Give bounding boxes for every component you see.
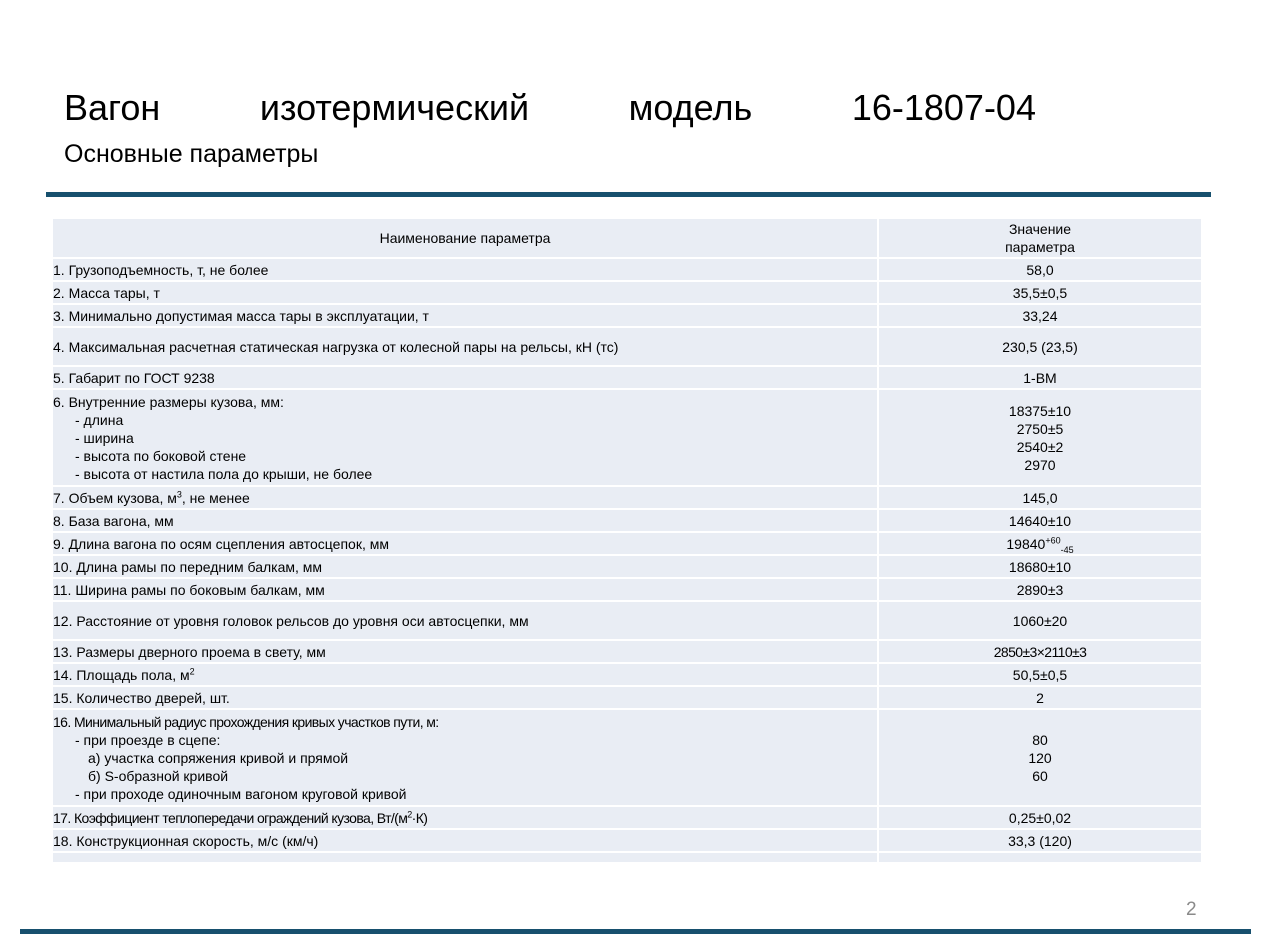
title-word-3: модель [628,87,753,128]
parameters-table [51,217,1203,864]
param-name: 12. Расстояние от уровня головок рельсов до уровня оси автосцепки, мм [52,601,878,640]
param-sub-name: - ширина [75,429,134,446]
title-word-2: изотермический [259,87,530,128]
param-name-line: 16. Минимальный радиус прохождения кривых участков пути, м: [53,713,439,730]
param-value: 18680±10 [878,555,1202,578]
param-value: 0,25±0,02 [878,806,1202,829]
param-value [878,389,1202,486]
param-value: 33,3 (120) [878,829,1202,852]
table-row [52,663,1202,686]
param-sub-value: 60 [1032,767,1048,784]
param-name [52,709,878,806]
table-end-band [52,852,1202,863]
superscript: 3 [176,488,182,499]
param-value: 33,24 [878,304,1202,327]
param-sub-name: - высота по боковой стене [75,447,247,464]
table-row [52,327,1202,366]
slide-title [64,86,1036,130]
param-name [52,389,878,486]
table-row [52,640,1202,663]
param-name: 4. Максимальная расчетная статическая нагрузка от колесной пары на рельсы, кН (тс) [52,327,878,366]
param-value: 35,5±0,5 [878,281,1202,304]
header-value-line-1: Значение [1008,221,1072,237]
param-name: 11. Ширина рамы по боковым балкам, мм [52,578,878,601]
table-row [52,509,1202,532]
table-row [52,806,1202,829]
param-value: 50,5±0,5 [878,663,1202,686]
param-value: 2850±3×2110±3 [878,640,1202,663]
slide-subtitle: Основные параметры [64,140,319,168]
table-end-cell [878,852,1202,863]
table-row [52,686,1202,709]
param-sub-value: 80 [1032,731,1048,748]
param-value: 2 [878,686,1202,709]
title-word-1: Вагон [64,87,161,128]
param-name-text: , не менее [181,489,250,506]
param-sub-name: - высота от настила пола до крыши, не более [75,465,373,482]
table-row [52,601,1202,640]
param-sub-name: - при проезде в сцепе: [75,731,221,748]
tolerance-upper: +60 [1045,534,1061,545]
table-row [52,578,1202,601]
param-sub-value: 18375±10 [1008,402,1072,419]
param-name: 3. Минимально допустимая масса тары в эксплуатации, т [52,304,878,327]
superscript: 2 [189,665,195,676]
table-end-cell [52,852,878,863]
param-sub-name: - при проходе одиночным вагоном круговой кривой [75,785,407,802]
param-sub-value: 2540±2 [1016,438,1064,455]
title-word-4: 16-1807-04 [851,87,1036,128]
param-sub-value: 2750±5 [1016,420,1064,437]
param-name: 15. Количество дверей, шт. [52,686,878,709]
param-name-text: 14. Площадь пола, м [53,666,190,683]
table-header-row [52,218,1202,258]
param-name: 5. Габарит по ГОСТ 9238 [52,366,878,389]
param-value [878,532,1202,555]
param-name-text: ·К) [411,809,428,826]
table-row [52,389,1202,486]
bottom-divider [20,929,1251,934]
table-row [52,829,1202,852]
table-row [52,555,1202,578]
header-value-line-2: параметра [1005,239,1075,255]
header-value [878,218,1202,258]
superscript: 2 [407,808,412,819]
page-number: 2 [1186,899,1197,920]
param-name-text: 17. Коэффициент теплопередачи ограждений кузова, Вт/(м [53,809,408,826]
param-value [878,709,1202,806]
param-name-line: 6. Внутренние размеры кузова, мм: [53,393,284,410]
param-value: 145,0 [878,486,1202,509]
param-value: 1060±20 [878,601,1202,640]
param-value: 230,5 (23,5) [878,327,1202,366]
param-name: 1. Грузоподъемность, т, не более [52,258,878,281]
value-base: 19840 [1006,535,1046,552]
param-value: 58,0 [878,258,1202,281]
table-row [52,486,1202,509]
param-name: 8. База вагона, мм [52,509,878,532]
param-name [52,486,878,509]
table-row [52,366,1202,389]
param-sub-value: 2970 [1024,456,1056,473]
tolerance-lower: -45 [1060,544,1074,555]
param-name: 2. Масса тары, т [52,281,878,304]
table-row [52,709,1202,806]
table-row [52,281,1202,304]
param-name-text: 7. Объем кузова, м [53,489,177,506]
param-name: 13. Размеры дверного проема в свету, мм [52,640,878,663]
table-row [52,304,1202,327]
param-sub-value: 120 [1028,749,1052,766]
param-value: 1-ВМ [878,366,1202,389]
param-name [52,806,878,829]
param-name: 9. Длина вагона по осям сцепления автосцепок, мм [52,532,878,555]
top-divider [46,192,1211,197]
param-name: 18. Конструкционная скорость, м/с (км/ч) [52,829,878,852]
header-name: Наименование параметра [52,218,878,258]
param-name: 10. Длина рамы по передним балкам, мм [52,555,878,578]
param-sub-name: а) участка сопряжения кривой и прямой [88,749,349,766]
table-row [52,532,1202,555]
param-name [52,663,878,686]
param-value: 2890±3 [878,578,1202,601]
table-row [52,258,1202,281]
param-sub-name: б) S-образной кривой [88,767,229,784]
param-value: 14640±10 [878,509,1202,532]
param-sub-name: - длина [75,411,124,428]
